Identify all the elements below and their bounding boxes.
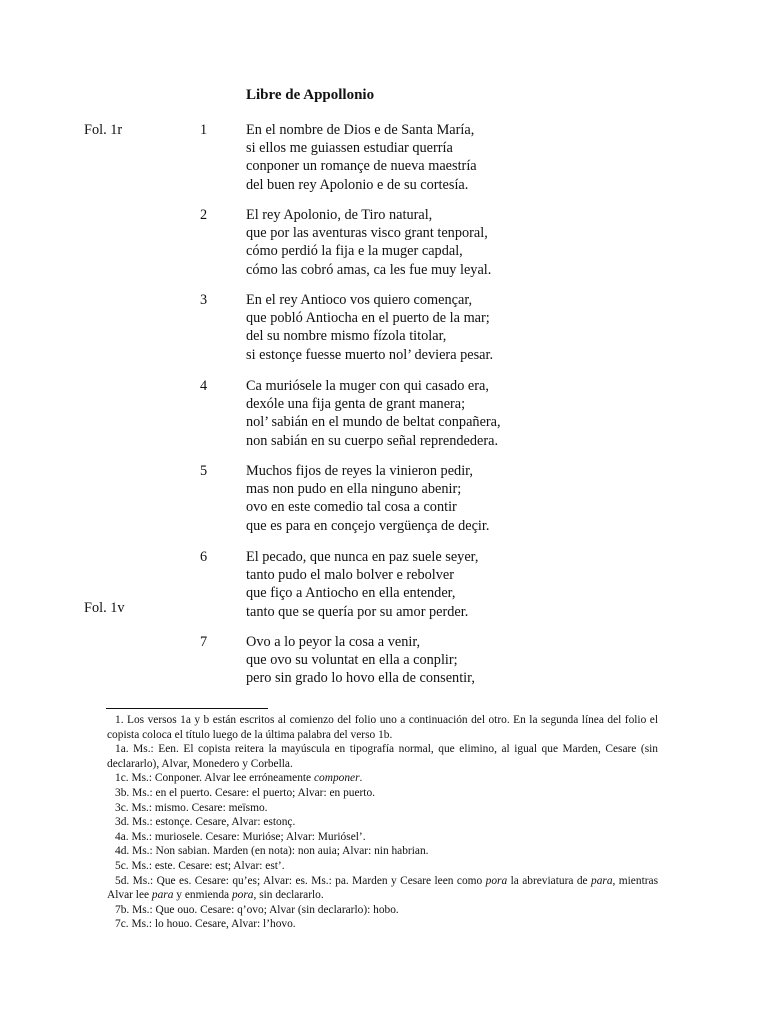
verse-line: En el rey Antioco vos quiero començar, [246,292,473,308]
footnote [107,874,658,903]
footnote [107,859,658,874]
stanza-number: 3 [200,292,208,308]
verse-line: tanto pudo el malo bolver e rebolver [246,567,455,584]
footnote-italic: para [151,889,174,902]
verse-line: dexóle una fija genta de grant manera; [246,396,466,413]
footnote-text: 1c. Ms.: Conponer. Alvar lee erróneamente [115,772,314,785]
footnote [107,830,658,845]
stanza-verses [246,462,746,535]
verse-line: que ovo su voluntat en ella a conplir; [246,652,458,669]
footnote [107,801,658,816]
footnote-text: 1. Los versos 1a y b están escritos al comienzo del folio uno a continuación del otro. En la segunda línea del folio el copista coloca el título luego de la última palabra del verso 1b. [107,714,658,741]
footnote-text: . [359,772,363,785]
stanza-number: 1 [200,122,208,138]
footnote [107,815,658,830]
verse-line: Ca muriósele la muger con qui casado era, [246,378,489,394]
footnote-text: 1a. Ms.: Een. El copista reitera la mayúscula en tipografía normal, que elimino, al igual que Marden, Cesare (sin declararlo), Alvar, Monedero y Corbella. [107,743,658,770]
page-title: Libre de Appollonio [246,87,375,103]
verse-line: non sabián en su cuerpo señal reprendedera. [246,432,499,449]
footnote-text: y enmienda [173,889,232,902]
footnote-text: 3b. Ms.: en el puerto. Cesare: el puerto; Alvar: en puerto. [115,786,376,799]
verse-line: si estonçe fuesse muerto nol’ deviera pesar. [246,346,494,363]
stanza-verses [246,291,746,364]
verse-line: cómo perdió la fija e la muger capdal, [246,243,463,260]
verse-line: tanto que se quería por su amor perder. [246,603,469,620]
verse-line: del su nombre mismo fízola titolar, [246,328,447,345]
stanza-verses [246,206,746,279]
verse-line: mas non pudo en ella ninguno abenir; [246,481,462,498]
verse-line: En el nombre de Dios e de Santa María, [246,122,475,138]
footnote-text: , mientras Alvar lee [107,874,659,902]
verse-line: pero sin grado lo hovo ella de consentir, [246,670,475,687]
verse-line: que fiço a Antiocho en ella entender, [246,585,456,602]
footnote-text: 5d. Ms.: Que es. Cesare: qu’es; Alvar: es. Ms.: pa. Marden y Cesare leen como [115,874,486,887]
verse-line: El pecado, que nunca en paz suele seyer, [246,549,479,565]
footnote [107,917,658,932]
verse-line: ovo en este comedio tal cosa a contir [246,499,457,516]
footnote-italic: pora [485,874,508,887]
verse-line: El rey Apolonio, de Tiro natural, [246,207,433,223]
footnote-italic: pora [231,889,254,902]
verse-line: Muchos fijos de reyes la vinieron pedir, [246,463,473,479]
stanza-number: 7 [200,634,208,650]
stanza-verses [246,633,746,688]
stanza-number: 5 [200,463,208,479]
footnote-text: , sin declararlo. [253,889,324,902]
stanza-number: 4 [200,378,208,394]
stanza-number: 6 [200,549,208,565]
footnote-text: la abreviatura de [507,874,591,887]
footnote-text: 3d. Ms.: estonçe. Cesare, Alvar: estonç. [115,816,296,829]
footnote-text: 7c. Ms.: lo houo. Cesare, Alvar: l’hovo. [115,918,296,931]
footnote [107,903,658,918]
footnote [107,786,658,801]
verse-line: que es para en conçejo vergüença de deçir. [246,517,490,534]
verse-line: cómo las cobró amas, ca les fue muy leyal. [246,261,492,278]
stanza-number: 2 [200,207,208,223]
footnote-text: 7b. Ms.: Que ouo. Cesare: q’ovo; Alvar (sin declararlo): hobo. [115,903,399,916]
footnote-text: 4a. Ms.: muriosele. Cesare: Murióse; Alvar: Muriósel’. [115,830,366,843]
folio-marker: Fol. 1r [84,122,123,138]
folio-marker-1v: Fol. 1v [84,600,125,616]
footnote-italic: para [591,874,613,887]
footnote [107,844,658,859]
footnote [107,742,658,771]
stanza-verses [246,377,746,450]
verse-line: nol’ sabián en el mundo de beltat conpañera, [246,414,501,431]
footnote-rule [106,708,268,709]
footnotes [107,713,658,932]
footnote-text: 3c. Ms.: mismo. Cesare: meïsmo. [115,801,268,814]
stanza-verses [246,548,746,621]
verse-line: que pobló Antiocha en el puerto de la mar; [246,310,490,327]
verse-line: que por las aventuras visco grant tenporal, [246,225,488,242]
footnote [107,771,658,786]
footnote-text: 5c. Ms.: este. Cesare: est; Alvar: est’. [115,859,285,872]
footnote-text: 4d. Ms.: Non sabian. Marden (en nota): non auia; Alvar: nin habrian. [115,845,429,858]
verse-line: conponer un romançe de nueva maestría [246,158,477,175]
verse-line: del buen rey Apolonio e de su cortesía. [246,176,469,193]
footnote-italic: componer [313,772,360,785]
footnote [107,713,658,742]
stanza-verses [246,121,746,194]
verse-line: si ellos me guiassen estudiar querría [246,140,453,157]
verse-line: Ovo a lo peyor la cosa a venir, [246,634,421,650]
